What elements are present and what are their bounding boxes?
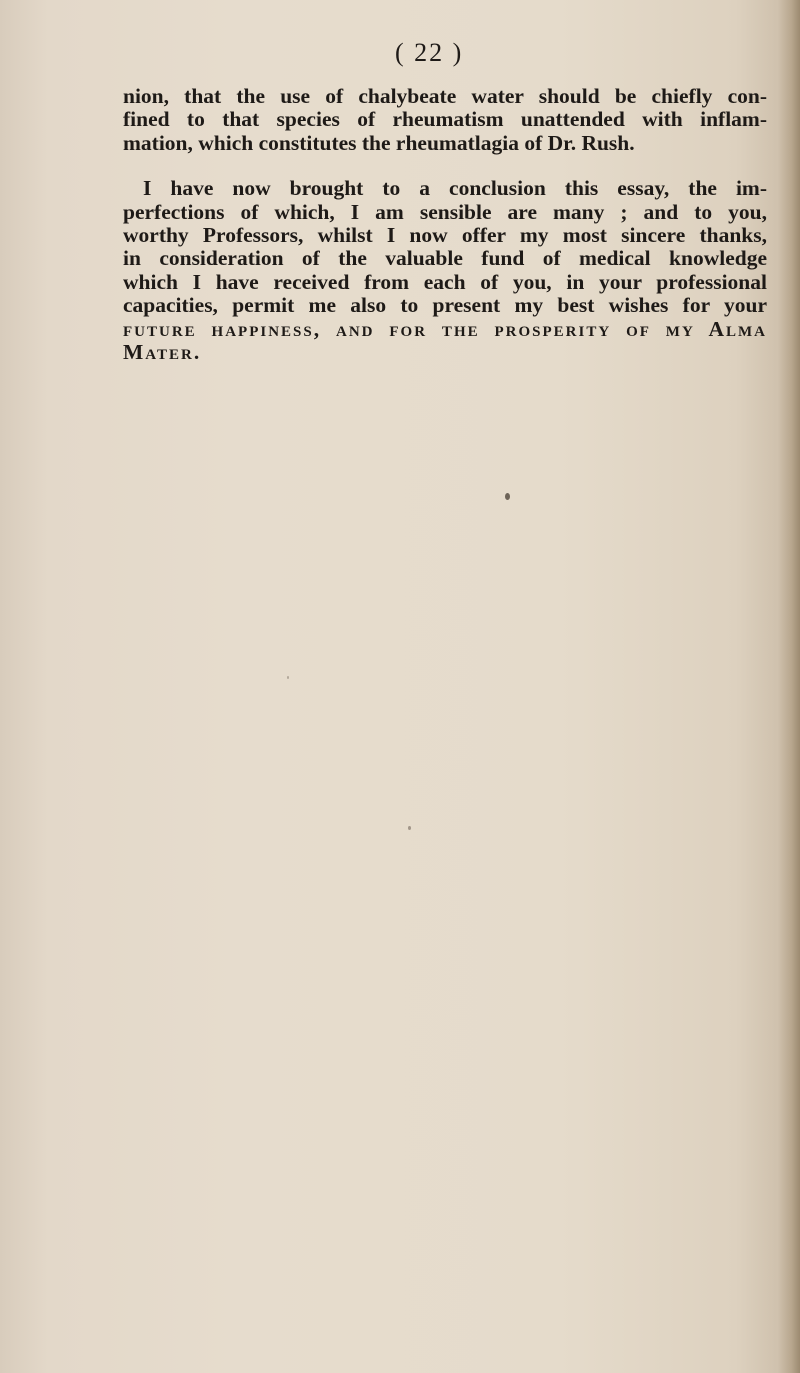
text-line: which I have received from each of you, in your professional	[123, 269, 767, 294]
text-line: worthy Professors, whilst I now offer my most sincere thanks,	[123, 223, 767, 248]
text-line: capacities, permit me also to present my best wishes for your	[123, 293, 767, 318]
text-line: nion, that the use of chalybeate water should be chiefly con-	[123, 84, 767, 108]
page-edge-shadow	[778, 0, 800, 1373]
text-line: fined to that species of rheumatism unattended with inflam-	[123, 107, 767, 132]
paragraph-1	[123, 85, 767, 155]
text-line: mation, which constitutes the rheumatlagia of Dr. Rush.	[123, 130, 635, 155]
text-line: perfections of which, I am sensible are many ; and to you,	[123, 199, 767, 224]
paragraph-2	[123, 177, 767, 364]
text-line: Mater.	[123, 340, 202, 365]
paper-speck	[408, 826, 411, 830]
paper-speck	[287, 676, 289, 679]
text-line: I have now brought to a conclusion this essay, the im-	[143, 176, 767, 201]
page-number: ( 22 )	[395, 38, 464, 67]
text-line: in consideration of the valuable fund of medical knowledge	[123, 246, 767, 271]
body-text	[123, 85, 767, 364]
paper-speck	[505, 493, 510, 500]
text-line: future happiness, and for the prosperity of my Alma	[123, 316, 767, 341]
